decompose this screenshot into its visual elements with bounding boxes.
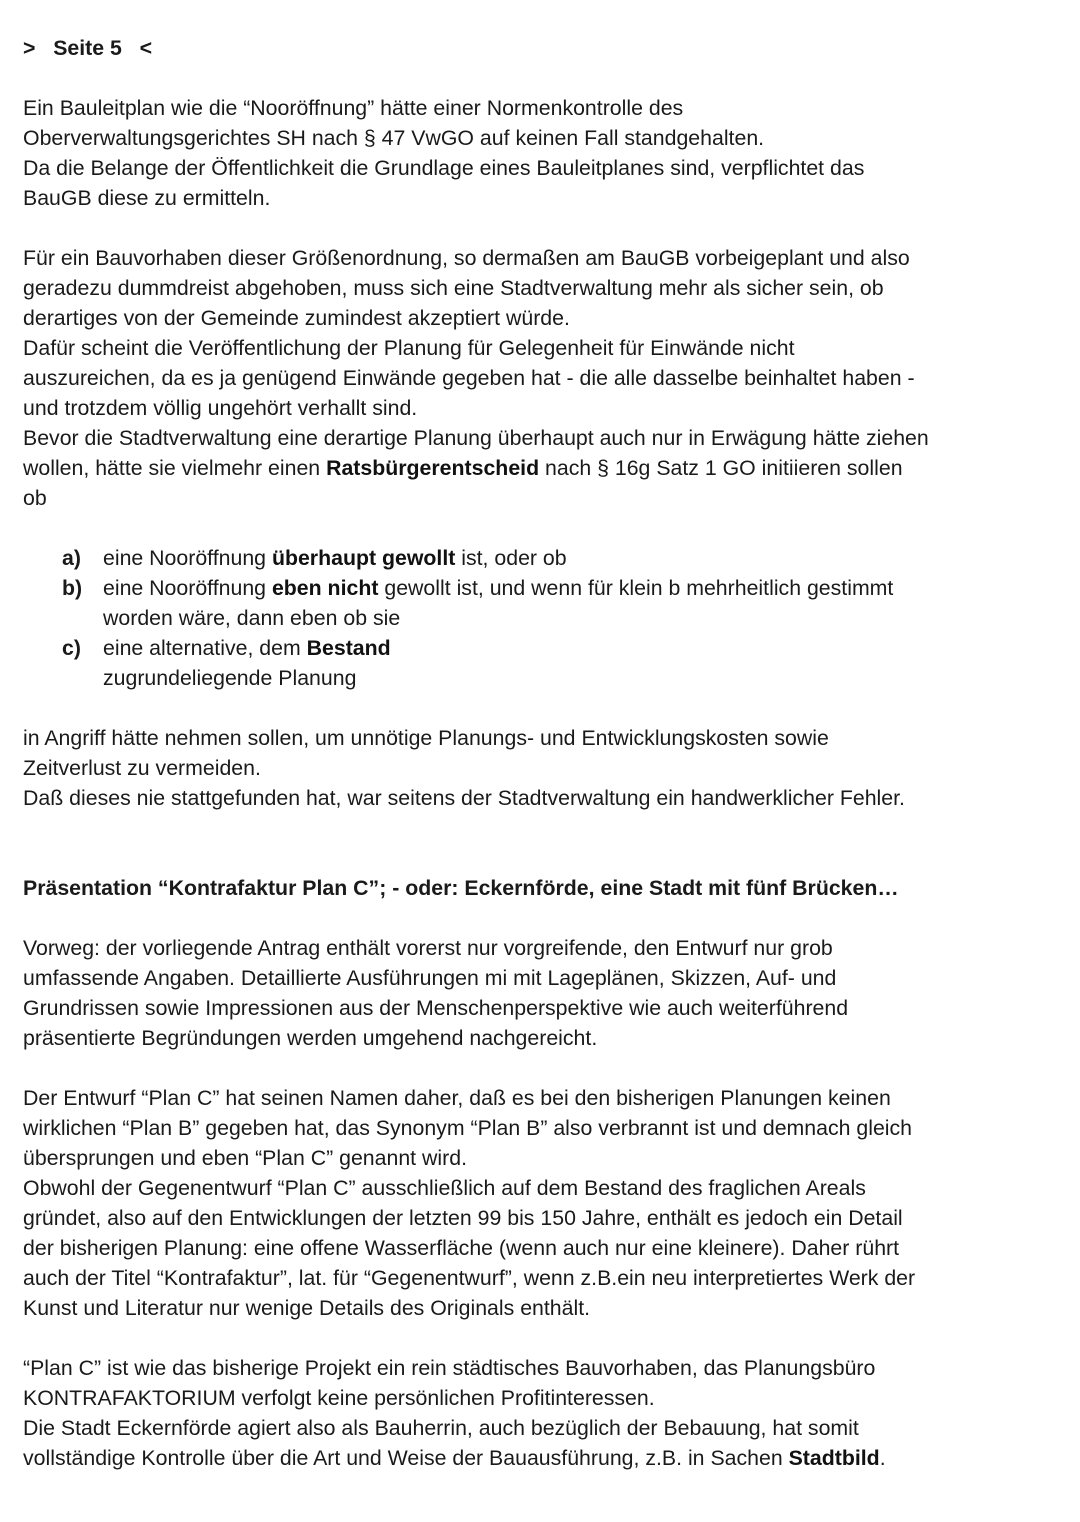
next-page-marker: < xyxy=(139,36,153,60)
bold-term-stadtbild: Stadtbild xyxy=(788,1446,880,1470)
text-line: umfassende Angaben. Detaillierte Ausführungen mi mit Lageplänen, Skizzen, Auf- und xyxy=(23,966,837,990)
paragraph-plan-c xyxy=(23,1083,1073,1323)
text-line: auszureichen, da es ja genügend Einwände gegeben hat - die alle dasselbe beinhaltet haben - xyxy=(23,366,915,390)
text-line: Oberverwaltungsgerichtes SH nach § 47 VwGO auf keinen Fall standgehalten. xyxy=(23,126,765,150)
text-line: präsentierte Begründungen werden umgehend nachgereicht. xyxy=(23,1026,598,1050)
text-line: “Plan C” ist wie das bisherige Projekt ein rein städtisches Bauvorhaben, das Planungsbüro xyxy=(23,1356,876,1380)
list-item: b) eine Nooröffnung eben nicht gewollt ist, und wenn für klein b mehrheitlich gestimmt worden wäre, dann eben ob sie xyxy=(23,573,1073,633)
page-header xyxy=(23,33,1073,63)
text-line: Die Stadt Eckernförde agiert also als Bauherrin, auch bezüglich der Bebauung, hat somit xyxy=(23,1416,859,1440)
list-item: c) eine alternative, dem Bestand zugrundeliegende Planung xyxy=(23,633,1073,693)
text-line: Zeitverlust zu vermeiden. xyxy=(23,756,261,780)
text-line: der bisherigen Planung: eine offene Wasserfläche (wenn auch nur eine kleinere). Daher rührt xyxy=(23,1236,900,1260)
bold-term: Bestand xyxy=(306,636,391,660)
bold-term-ratsbuergerentscheid: Ratsbürgerentscheid xyxy=(326,456,540,480)
text-line: auch der Titel “Kontrafaktur”, lat. für “Gegenentwurf”, wenn z.B.ein neu interpretiertes Werk der xyxy=(23,1266,916,1290)
text-line: wirklichen “Plan B” gegeben hat, das Synonym “Plan B” also verbrannt ist und demnach gleich xyxy=(23,1116,913,1140)
list-marker: c) xyxy=(62,636,81,660)
text-line: Der Entwurf “Plan C” hat seinen Namen daher, daß es bei den bisherigen Planungen keinen xyxy=(23,1086,891,1110)
options-list xyxy=(23,543,1073,693)
list-marker: a) xyxy=(62,546,81,570)
text-line: Daß dieses nie stattgefunden hat, war seitens der Stadtverwaltung ein handwerklicher Fehler. xyxy=(23,786,905,810)
text-line: Grundrissen sowie Impressionen aus der Menschenperspektive wie auch weiterführend xyxy=(23,996,849,1020)
text-line: KONTRAFAKTORIUM verfolgt keine persönlichen Profitinteressen. xyxy=(23,1386,655,1410)
text-line: Kunst und Literatur nur wenige Details des Originals enthält. xyxy=(23,1296,591,1320)
section-title: Präsentation “Kontrafaktur Plan C”; - oder: Eckernförde, eine Stadt mit fünf Brücken… xyxy=(23,876,899,900)
text-line: ob xyxy=(23,486,47,510)
text-line: in Angriff hätte nehmen sollen, um unnötige Planungs- und Entwicklungskosten sowie xyxy=(23,726,829,750)
prev-page-marker: > xyxy=(23,36,36,60)
text-line: Ein Bauleitplan wie die “Nooröffnung” hätte einer Normenkontrolle des xyxy=(23,96,684,120)
text-line: Obwohl der Gegenentwurf “Plan C” ausschließlich auf dem Bestand des fraglichen Areals xyxy=(23,1176,866,1200)
paragraph-vorweg xyxy=(23,933,1073,1053)
text-line: übersprungen und eben “Plan C” genannt wird. xyxy=(23,1146,467,1170)
text-line: Vorweg: der vorliegende Antrag enthält vorerst nur vorgreifende, den Entwurf nur grob xyxy=(23,936,833,960)
list-marker: b) xyxy=(62,576,83,600)
text-line: geradezu dummdreist abgehoben, muss sich eine Stadtverwaltung mehr als sicher sein, ob xyxy=(23,276,884,300)
text-line: Dafür scheint die Veröffentlichung der Planung für Gelegenheit für Einwände nicht xyxy=(23,336,795,360)
page-number-label: Seite 5 xyxy=(53,36,122,60)
text-line: derartiges von der Gemeinde zumindest akzeptiert würde. xyxy=(23,306,570,330)
text-line: Bevor die Stadtverwaltung eine derartige Planung überhaupt auch nur in Erwägung hätte ziehen xyxy=(23,426,929,450)
paragraph-bauvorhaben xyxy=(23,243,1073,513)
text-line: Da die Belange der Öffentlichkeit die Grundlage eines Bauleitplanes sind, verpflichtet das xyxy=(23,156,865,180)
text-line: Für ein Bauvorhaben dieser Größenordnung, so dermaßen am BauGB vorbeigeplant und also xyxy=(23,246,910,270)
text-line: BauGB diese zu ermitteln. xyxy=(23,186,271,210)
text-line: wollen, hätte sie vielmehr einen Ratsbürgerentscheid nach § 16g Satz 1 GO initiieren sollen xyxy=(23,456,903,480)
bold-term: eben nicht xyxy=(271,576,379,600)
document-page xyxy=(23,33,1073,1473)
text-line: gründet, also auf den Entwicklungen der letzten 99 bis 150 Jahre, enthält es jedoch ein Detail xyxy=(23,1206,903,1230)
text-line: vollständige Kontrolle über die Art und Weise der Bauausführung, z.B. in Sachen Stadtbild. xyxy=(23,1446,886,1470)
text-line: und trotzdem völlig ungehört verhallt sind. xyxy=(23,396,418,420)
paragraph-normenkontrolle xyxy=(23,93,1073,213)
paragraph-bauherrin xyxy=(23,1353,1073,1473)
list-item: a) eine Nooröffnung überhaupt gewollt ist, oder ob xyxy=(23,543,1073,573)
paragraph-angriff xyxy=(23,723,1073,813)
bold-term: überhaupt gewollt xyxy=(271,546,456,570)
